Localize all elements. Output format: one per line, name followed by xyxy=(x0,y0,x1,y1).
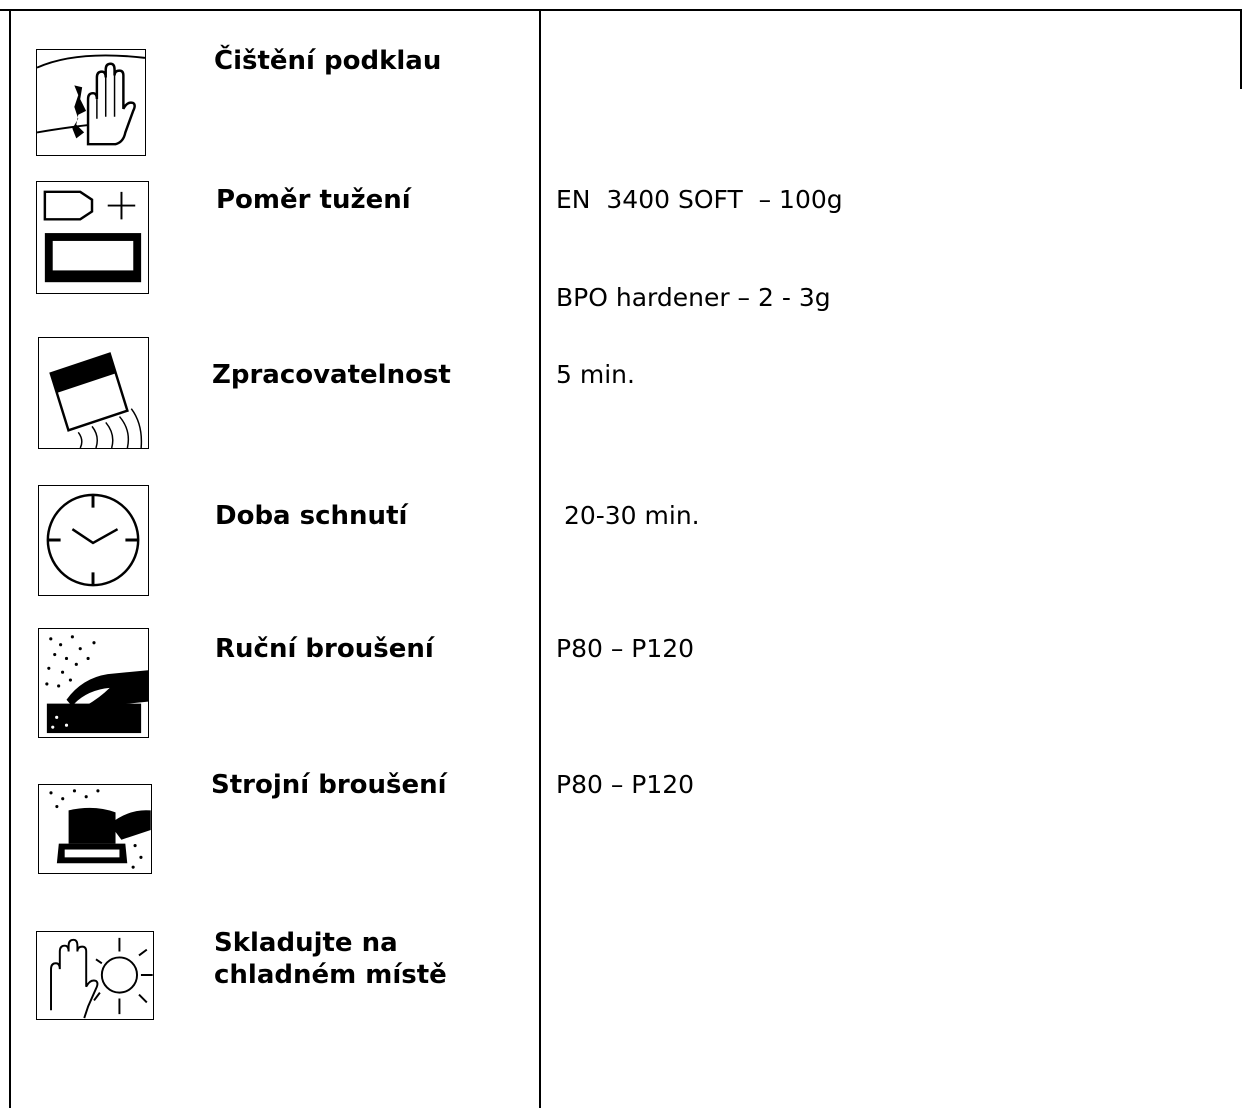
row-value: 5 min. xyxy=(556,360,635,389)
table-border-left xyxy=(9,9,11,1108)
row-label: Čištění podklau xyxy=(214,46,442,76)
table-border-right xyxy=(1240,9,1242,89)
row-value: P80 – P120 xyxy=(556,634,695,663)
row-label: Strojní broušení xyxy=(211,770,447,800)
row-value: EN 3400 SOFT – 100g xyxy=(556,185,843,214)
row-label: Doba schnutí xyxy=(215,501,408,531)
machine-sanding-icon xyxy=(38,784,152,874)
row-value: P80 – P120 xyxy=(556,770,695,799)
hand-sanding-icon xyxy=(38,628,149,738)
row-label: Zpracovatelnost xyxy=(212,360,451,390)
hand-cleaning-icon xyxy=(36,49,146,156)
row-label: Ruční broušení xyxy=(215,634,434,664)
row-value: BPO hardener – 2 - 3g xyxy=(556,283,831,312)
row-value: 20-30 min. xyxy=(556,501,700,530)
row-label: Poměr tužení xyxy=(216,185,411,215)
clock-icon xyxy=(38,485,149,596)
mixing-ratio-icon xyxy=(36,181,149,294)
table-border-top xyxy=(0,9,1242,11)
column-divider xyxy=(539,9,541,1108)
spreader-icon xyxy=(38,337,149,449)
row-label: Skladujte na chladném místě xyxy=(214,928,447,990)
storage-hand-sun-icon xyxy=(36,931,154,1020)
